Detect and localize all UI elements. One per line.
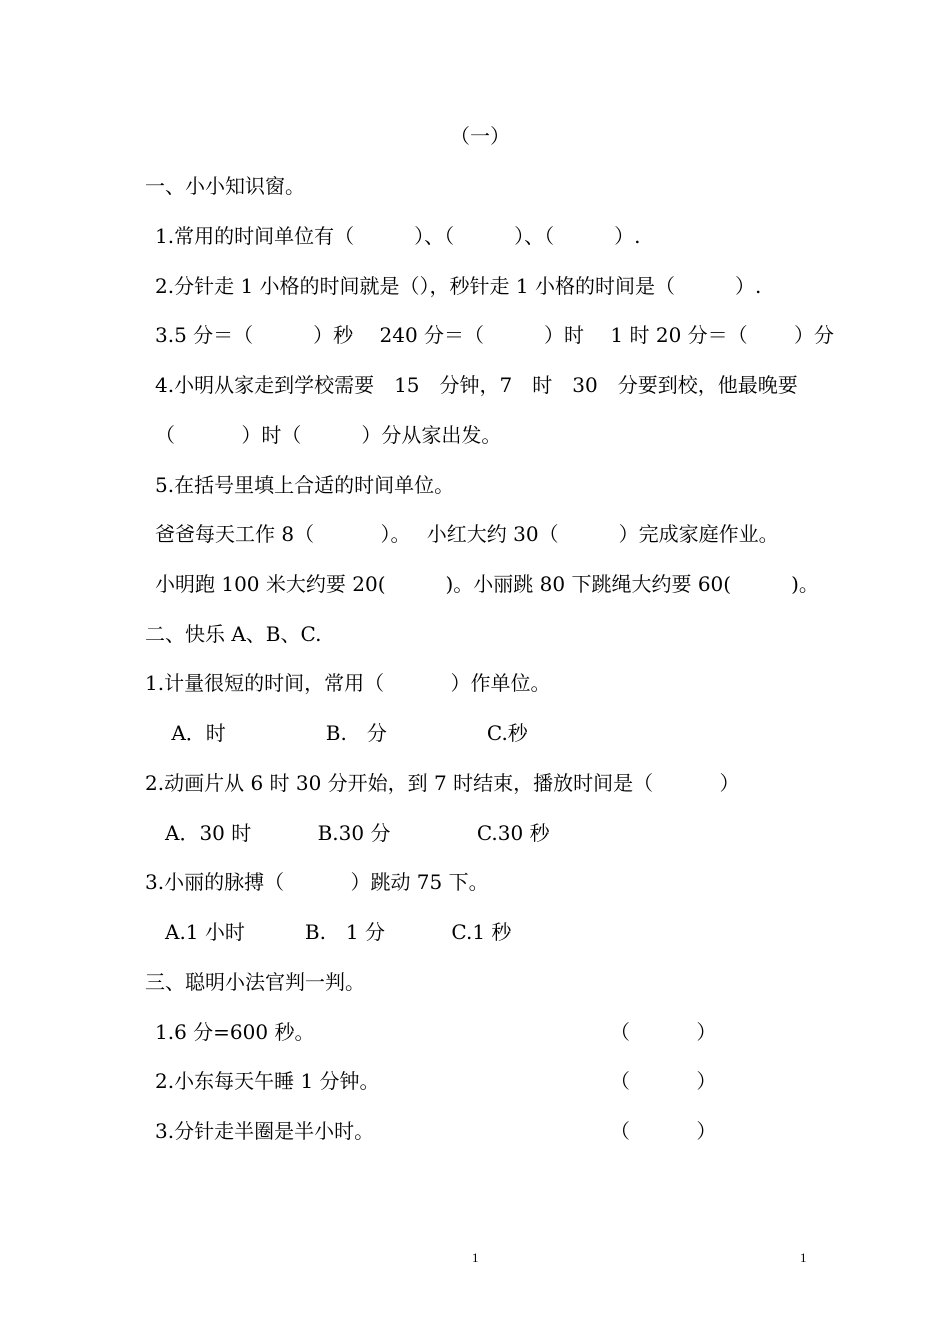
- judge-item-bracket: （ ）: [610, 1020, 717, 1044]
- section2-q1: 1.计量很短的时间，常用（ ）作单位。: [145, 671, 551, 695]
- judge-item-text: 2.小东每天午睡 1 分钟。: [155, 1069, 380, 1093]
- judge-item-bracket: （ ）: [610, 1069, 717, 1093]
- judge-item-text: 3.分针走半圈是半小时。: [155, 1119, 375, 1143]
- judge-item-bracket: （ ）: [610, 1119, 717, 1143]
- section1-q1: 1.常用的时间单位有（ ）、（ ）、（ ）.: [155, 224, 641, 248]
- page-number-center: 1: [472, 1250, 479, 1265]
- section1-q3: 3.5 分＝（ ）秒 240 分＝（ ）时 1 时 20 分＝（ ）分: [155, 323, 835, 347]
- judge-item-text: 1.6 分=600 秒。: [155, 1020, 315, 1044]
- section1-q5-line2: 小明跑 100 米大约要 20( )。小丽跳 80 下跳绳大约要 60( )。: [155, 572, 819, 596]
- section2-q2: 2.动画片从 6 时 30 分开始，到 7 时结束，播放时间是（ ）: [145, 771, 740, 795]
- section2-q3: 3.小丽的脉搏（ ）跳动 75 下。: [145, 870, 489, 894]
- section2-q1-options: A．时 B. 分 C.秒: [145, 721, 528, 745]
- section3-heading: 三、聪明小法官判一判。: [145, 970, 365, 994]
- section1-heading: 一、小小知识窗。: [145, 174, 305, 198]
- section2-q3-options: A.1 小时 B. 1 分 C.1 秒: [145, 920, 512, 944]
- section1-q5-line1: 爸爸每天工作 8（ ）。 小红大约 30（ ）完成家庭作业。: [155, 522, 779, 546]
- section2-heading: 二、快乐 A、B、C.: [145, 622, 322, 646]
- section1-q2: 2.分针走 1 小格的时间就是（），秒针走 1 小格的时间是（ ）.: [155, 274, 762, 298]
- section2-q2-options: A．30 时 B.30 分 C.30 秒: [145, 821, 550, 845]
- section1-q4-line1: 4.小明从家走到学校需要 15 分钟，7 时 30 分要到校，他最晚要: [155, 373, 798, 397]
- section1-q4-line2: （ ）时（ ）分从家出发。: [155, 423, 502, 447]
- page-number-right: 1: [800, 1250, 807, 1265]
- page-title: （一）: [450, 124, 510, 148]
- section1-q5: 5.在括号里填上合适的时间单位。: [155, 473, 455, 497]
